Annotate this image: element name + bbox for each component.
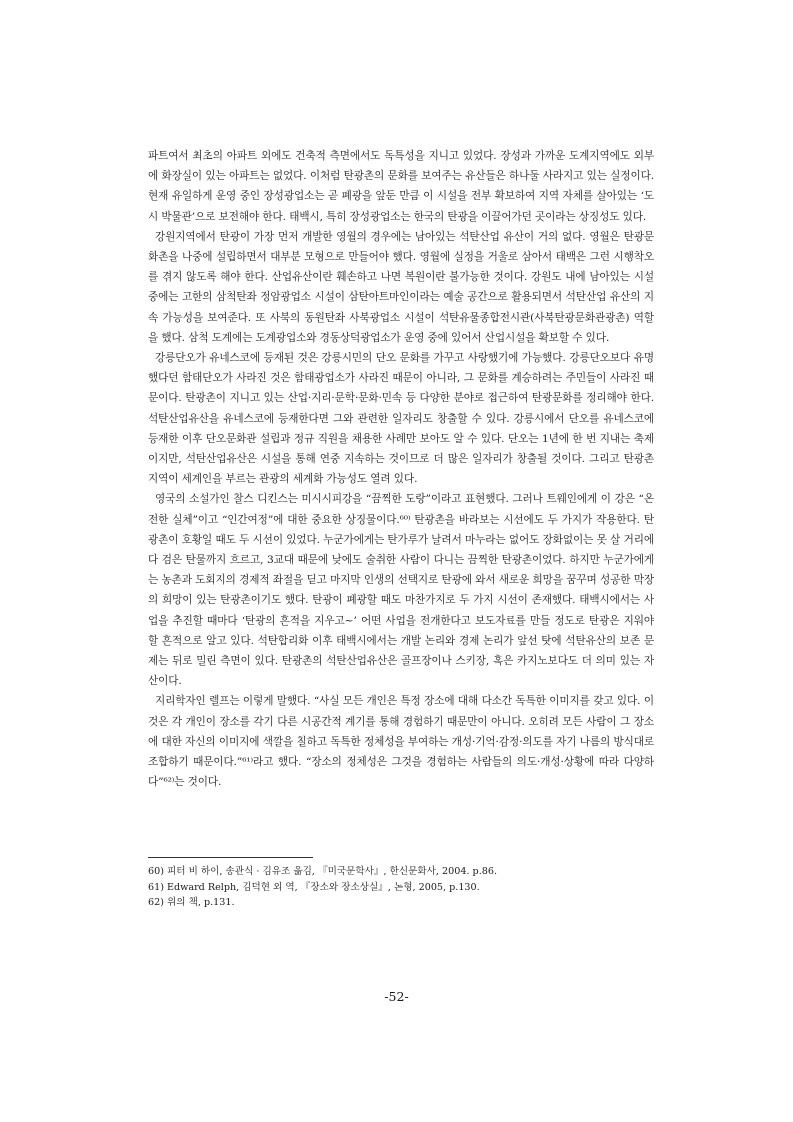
- paragraph-4: 영국의 소설가인 찰스 디킨스는 미시시피강을 “끔찍한 도랑”이라고 표현했다. 그러나 트웨인에게 이 강은 “온전한 실체”이고 “인간여정”에 대한 중요한 상징물이다.⁶⁰⁾ 탄광촌을 바라보는 시선에도 두 가지가 작용한다. 탄광촌이 호황일 때도 두 시선이 있었다. 누군가에게는 탄가루가 날려서 마누라는 없어도 장화없이는 못 살 거리에다 검은 탄물까지 흐르고, 3교대 때문에 낮에도 술취한 사람이 다니는 끔찍한 탄광촌이었다. 하지만 누군가에게는 농촌과 도회지의 경제적 좌절을 딛고 마지막 인생의 선택지로 탄광에 와서 새로운 희망을 꿈꾸며 성공한 막장의 희망이 있는 탄광촌이기도 했다. 탄광이 폐광할 때도 마찬가지로 두 가지 시선이 존재했다. 태백시에서는 사업을 추진할 때마다 ‘탄광의 흔적을 지우고~’ 어떤 사업을 전개한다고 보도자료를 만들 정도로 탄광은 지워야 할 흔적으로 알고 있다. 석탄합리화 이후 태백시에서는 개발 논리와 경제 논리가 앞선 탓에 석탄유산의 보존 문제는 뒤로 밀린 측면이 있다. 탄광촌의 석탄산업유산은 골프장이나 스키장, 혹은 카지노보다도 더 의미 있는 자산이다.: [148, 493, 654, 688]
- paragraph-3: 강릉단오가 유네스코에 등재된 것은 강릉시민의 단오 문화를 가꾸고 사랑했기에 가능했다. 강릉단오보다 유명했다던 함태단오가 사라진 것은 함태광업소가 사라진 때문이 아니라, 그 문화를 계승하려는 주민들이 사라진 때문이다. 탄광촌이 지니고 있는 산업·지리·문학·문화·민속 등 다양한 분야로 접근하여 탄광문화를 정리해야 한다. 석탄산업유산을 유네스코에 등재한다면 그와 관련한 일자리도 창출할 수 있다. 강릉시에서 단오를 유네스코에 등재한 이후 단오문화관 설립과 정규 직원을 채용한 사례만 보아도 알 수 있다. 단오는 1년에 한 번 지내는 축제이지만, 석탄산업유산은 시설을 통해 연중 지속하는 것이므로 더 많은 일자리가 창출될 것이다. 그리고 탄광촌 지역이 세계인을 부르는 관광의 세계화 가능성도 열려 있다.: [148, 352, 654, 486]
- footnote-divider: [148, 857, 313, 858]
- body-text: [148, 146, 654, 793]
- paragraph-1: 파트여서 최초의 아파트 외에도 건축적 측면에서도 독특성을 지니고 있었다. 장성과 가까운 도계지역에도 외부에 화장실이 있는 아파트는 없었다. 이처럼 탄광촌의 문화를 보여주는 유산들은 하나둘 사라지고 있는 실정이다. 현재 유일하게 운영 중인 장성광업소는 곧 폐광을 앞둔 만큼 이 시설을 전부 확보하여 지역 자체를 살아있는 ‘도시 박물관’으로 보전해야 한다. 태백시, 특히 장성광업소는 한국의 탄광을 이끌어가던 곳이라는 상징성도 있다.: [148, 150, 654, 223]
- paragraph-5: 지리학자인 렐프는 이렇게 말했다. “사실 모든 개인은 특정 장소에 대해 다소간 독특한 이미지를 갖고 있다. 이것은 각 개인이 장소를 각기 다른 시공간적 계기를 통해 경험하기 때문만이 아니다. 오히려 모든 사람이 그 장소에 대한 자신의 이미지에 색깔을 칠하고 독특한 정체성을 부여하는 개성·기억·감정·의도를 자기 나름의 방식대로 조합하기 때문이다.”⁶¹⁾라고 했다. “장소의 정체성은 그것을 경험하는 사람들의 의도·개성·상황에 따라 다양하다”⁶²⁾는 것이다.: [148, 695, 654, 789]
- paragraph-2: 강원지역에서 탄광이 가장 먼저 개발한 영월의 경우에는 남아있는 석탄산업 유산이 거의 없다. 영월은 탄광문화촌을 나중에 설립하면서 대부분 모형으로 만들어야 했다. 영월에 실정을 거울로 삼아서 태백은 그런 시행착오를 겪지 않도록 해야 한다. 산업유산이란 훼손하고 나면 복원이란 불가능한 것이다. 강원도 내에 남아있는 시설 중에는 고한의 삼척탄좌 정암광업소 시설이 삼탄아트마인이라는 예술 공간으로 활용되면서 석탄산업 유산의 지속 가능성을 보여준다. 또 사북의 동원탄좌 사북광업소 시설이 석탄유물종합전시관(사북탄광문화관광촌) 역할을 했다. 삼척 도계에는 도계광업소와 경동상덕광업소가 운영 중에 있어서 산업시설을 확보할 수 있다.: [148, 230, 654, 344]
- footnote-61: 61) Edward Relph, 김덕현 외 역, 『장소와 장소상실』, 논형, 2005, p.130.: [148, 881, 480, 893]
- footnote-60: 60) 피터 비 하이, 송관식 · 김유조 옮김, 『미국문학사』, 한신문화사, 2004. p.86.: [148, 866, 497, 877]
- footnotes: [148, 864, 654, 911]
- footnote-62: 62) 위의 책, p.131.: [148, 897, 235, 908]
- page-number: -52-: [384, 989, 409, 1004]
